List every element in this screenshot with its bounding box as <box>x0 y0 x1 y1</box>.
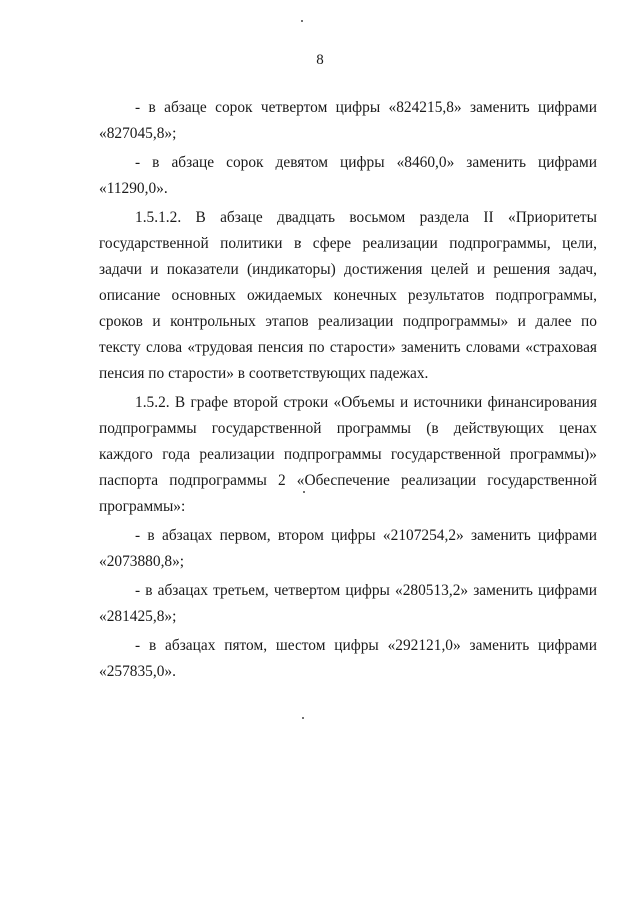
scan-speck <box>301 20 303 22</box>
paragraph-1-5-2: 1.5.2. В графе второй строки «Объемы и источники финансирования подпрограммы государственной программы (в действующих ценах каждого года реализации подпрограммы государственной программы)» паспорта подпрограммы 2 «Обеспечение реализации государственной программы»: <box>99 394 597 515</box>
paragraph-item-third-fourth: - в абзацах третьем, четвертом цифры «280513,2» заменить цифрами «281425,8»; <box>99 582 597 625</box>
paragraph-item-fifth-sixth: - в абзацах пятом, шестом цифры «292121,0» заменить цифрами «257835,0». <box>99 637 597 680</box>
paragraph-item-first-second: - в абзацах первом, втором цифры «2107254,2» заменить цифрами «2073880,8»; <box>99 527 597 570</box>
paragraph-1-5-1-2: 1.5.1.2. В абзаце двадцать восьмом раздела II «Приоритеты государственной политики в сфере реализации подпрограммы, цели, задачи и показатели (индикаторы) достижения целей и решения задач, описание основных ожидаемых конечных результатов подпрограммы, сроков и контрольных этапов реализации подпрограммы» и далее по тексту слова «трудовая пенсия по старости» заменить словами «страховая пенсия по старости» в соответствующих падежах. <box>99 209 597 382</box>
paragraph-item-49: - в абзаце сорок девятом цифры «8460,0» заменить цифрами «11290,0». <box>99 154 597 197</box>
scan-speck <box>302 717 304 719</box>
paragraph-item-44: - в абзаце сорок четвертом цифры «824215,8» заменить цифрами «827045,8»; <box>99 99 597 142</box>
document-body <box>99 95 597 688</box>
page-number: 8 <box>316 52 324 68</box>
